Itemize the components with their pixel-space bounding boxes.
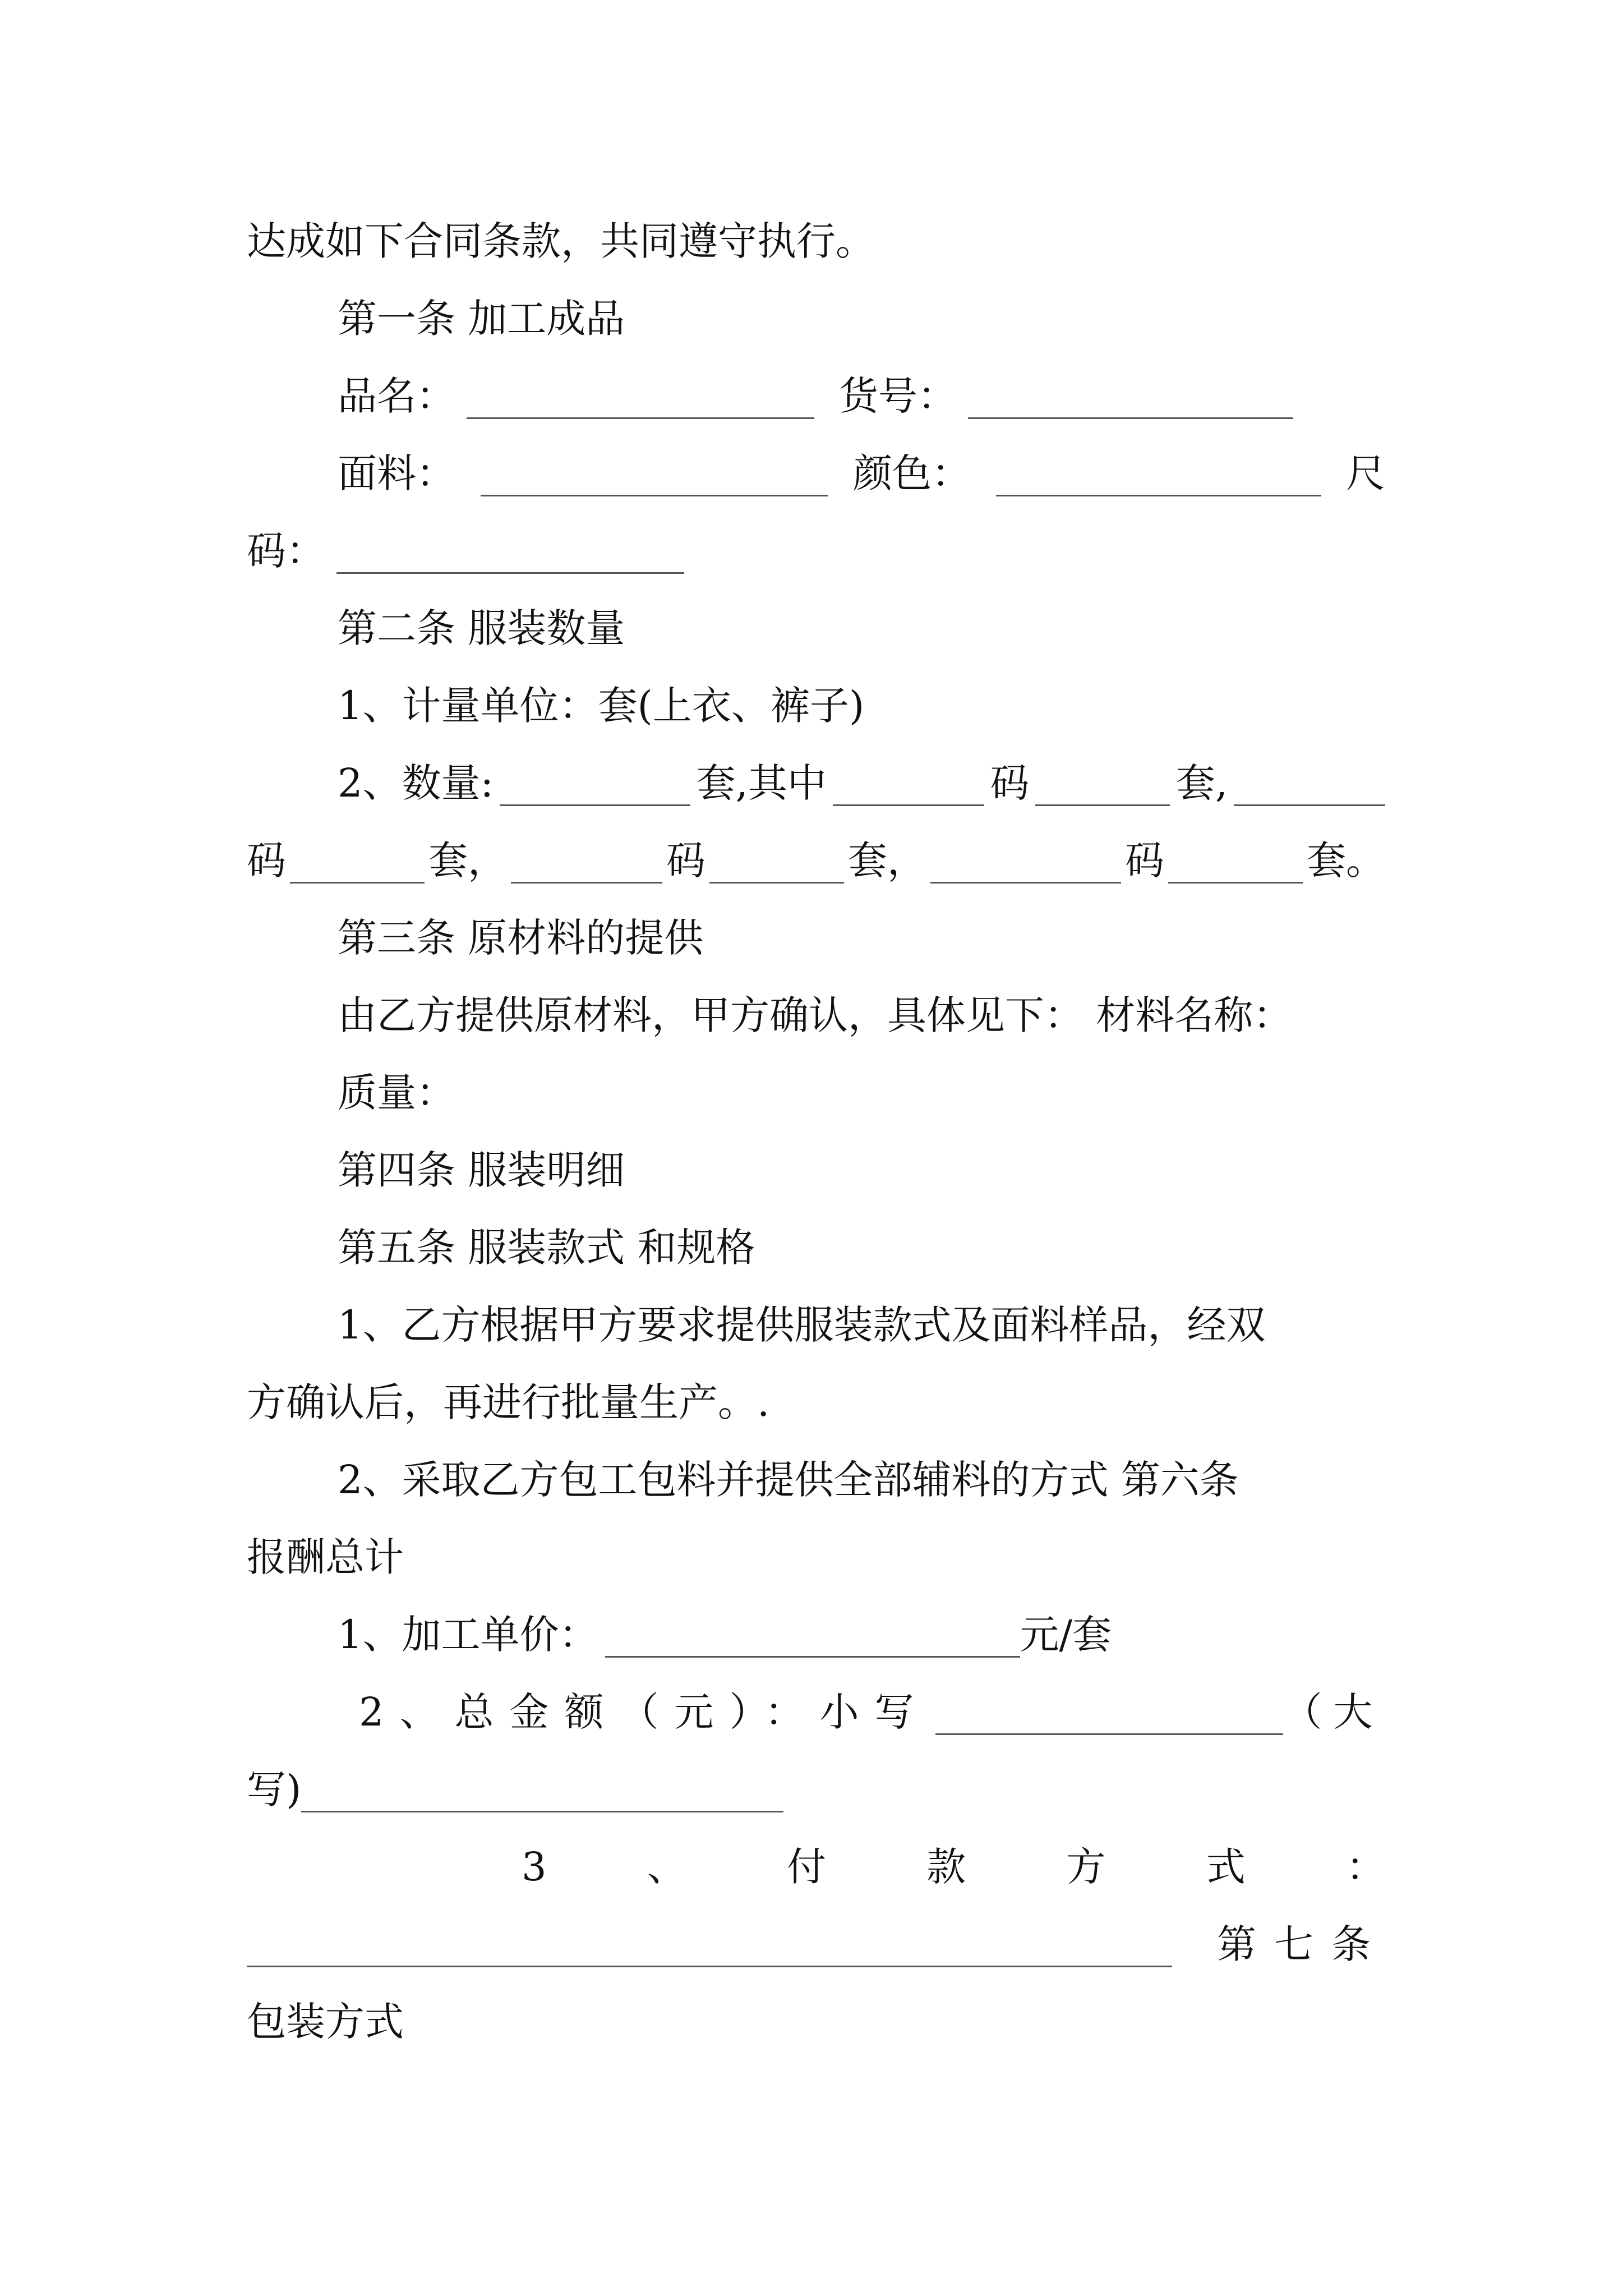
line-text: 报酬总计 bbox=[247, 1534, 404, 1580]
line-text: 由乙方提供原材料，甲方确认，具体见下： 材料名称： bbox=[338, 992, 1293, 1038]
quantity-blank[interactable] bbox=[500, 755, 690, 806]
line-text: 码 bbox=[247, 838, 286, 884]
text-line bbox=[338, 1452, 1476, 1508]
text-line bbox=[522, 1839, 1385, 1895]
total-amount-uppercase-label: （大 bbox=[1283, 1689, 1384, 1735]
payment-method-char: 款 bbox=[926, 1844, 966, 1890]
text-line bbox=[247, 523, 1385, 579]
count-blank[interactable] bbox=[1035, 755, 1170, 806]
text-line bbox=[247, 1761, 1385, 1818]
heading-text: 包装方式 bbox=[247, 1999, 404, 2045]
size-blank[interactable] bbox=[511, 832, 662, 884]
line-text: 码 bbox=[1125, 838, 1164, 884]
line-text: 质量： bbox=[338, 1070, 455, 1116]
heading-text: 第二条 服装数量 bbox=[338, 605, 625, 651]
quantity-label: 2、数量: bbox=[338, 760, 494, 806]
heading-text: 第五条 服装款式 和规格 bbox=[338, 1225, 755, 1271]
unit-price-unit: 元/套 bbox=[1020, 1612, 1112, 1658]
payment-method-char: 付 bbox=[787, 1844, 827, 1890]
text-line bbox=[247, 1374, 1385, 1430]
line-text: 套,其中 bbox=[696, 760, 827, 806]
line-text: 达成如下合同条款，共同遵守执行。 bbox=[247, 218, 875, 264]
text-line bbox=[247, 832, 1385, 889]
text-line bbox=[338, 1065, 1476, 1121]
line-text: 1、乙方根据甲方要求提供服装款式及面料样品，经双 bbox=[338, 1302, 1266, 1348]
payment-method-label bbox=[522, 1839, 1385, 1895]
text-line bbox=[338, 445, 1385, 501]
line-text: 套, bbox=[1175, 760, 1228, 806]
text-line bbox=[338, 755, 1385, 811]
line-text: 套。 bbox=[1307, 838, 1385, 884]
size-blank[interactable] bbox=[930, 832, 1121, 884]
line-text: 码 bbox=[990, 760, 1030, 806]
total-amount-lowercase-blank[interactable] bbox=[935, 1684, 1283, 1735]
payment-method-char: 、 bbox=[647, 1844, 686, 1890]
item-number-blank[interactable] bbox=[968, 368, 1293, 419]
payment-method-char: 式 bbox=[1206, 1844, 1246, 1890]
payment-method-blank[interactable] bbox=[247, 1916, 1172, 1967]
line-text: 1、计量单位：套(上衣、裤子) bbox=[338, 683, 865, 729]
line-text: 写) bbox=[247, 1766, 302, 1812]
article-heading-3 bbox=[338, 910, 1476, 966]
text-line bbox=[247, 1994, 1385, 2050]
heading-text: 第一条 加工成品 bbox=[338, 296, 625, 342]
text-line bbox=[247, 213, 1385, 269]
payment-method-char: 方 bbox=[1066, 1844, 1106, 1890]
item-number-label: 货号： bbox=[839, 373, 957, 419]
total-amount-label: 2、总金额（元）：小写 bbox=[359, 1689, 930, 1735]
size-blank[interactable] bbox=[1234, 755, 1385, 806]
text-line bbox=[338, 987, 1476, 1043]
line-text: 套， bbox=[848, 838, 926, 884]
line-text: 2、采取乙方包工包料并提供全部辅料的方式 第六条 bbox=[338, 1457, 1239, 1503]
text-line bbox=[247, 1529, 1385, 1585]
article-heading-5 bbox=[338, 1220, 1476, 1276]
article-heading-1 bbox=[338, 291, 1476, 347]
line-text: 方确认后，再进行批量生产。. bbox=[247, 1379, 770, 1425]
count-blank[interactable] bbox=[1168, 832, 1303, 884]
total-amount-uppercase-blank[interactable] bbox=[301, 1761, 783, 1812]
color-blank[interactable] bbox=[996, 445, 1321, 496]
color-label: 颜色： bbox=[853, 450, 971, 496]
payment-method-char: ： bbox=[1345, 1844, 1385, 1890]
product-name-label: 品名： bbox=[338, 373, 455, 419]
article-heading-2 bbox=[338, 600, 1476, 656]
article-heading-4 bbox=[338, 1142, 1476, 1198]
line-text: 码 bbox=[666, 838, 706, 884]
payment-method-char: 3 bbox=[522, 1844, 547, 1890]
size-blank[interactable] bbox=[336, 523, 684, 574]
size-blank[interactable] bbox=[833, 755, 984, 806]
text-line bbox=[338, 368, 1476, 424]
product-name-blank[interactable] bbox=[467, 368, 814, 419]
heading-text: 第三条 原材料的提供 bbox=[338, 915, 704, 961]
text-line bbox=[338, 678, 1476, 734]
size-label-start: 尺 bbox=[1346, 450, 1385, 496]
article-heading-7: 第七条 bbox=[1217, 1921, 1389, 1967]
fabric-blank[interactable] bbox=[481, 445, 828, 496]
count-blank[interactable] bbox=[290, 832, 425, 884]
text-line bbox=[247, 1916, 1389, 1972]
fabric-label: 面料： bbox=[338, 450, 455, 496]
size-label-end: 码： bbox=[247, 528, 325, 574]
unit-price-blank[interactable] bbox=[605, 1607, 1020, 1658]
text-line bbox=[359, 1684, 1385, 1740]
heading-text: 第四条 服装明细 bbox=[338, 1147, 625, 1193]
text-line bbox=[338, 1297, 1476, 1353]
count-blank[interactable] bbox=[709, 832, 844, 884]
unit-price-label: 1、加工单价： bbox=[338, 1612, 598, 1658]
text-line bbox=[338, 1607, 1476, 1663]
line-text: 套， bbox=[428, 838, 507, 884]
